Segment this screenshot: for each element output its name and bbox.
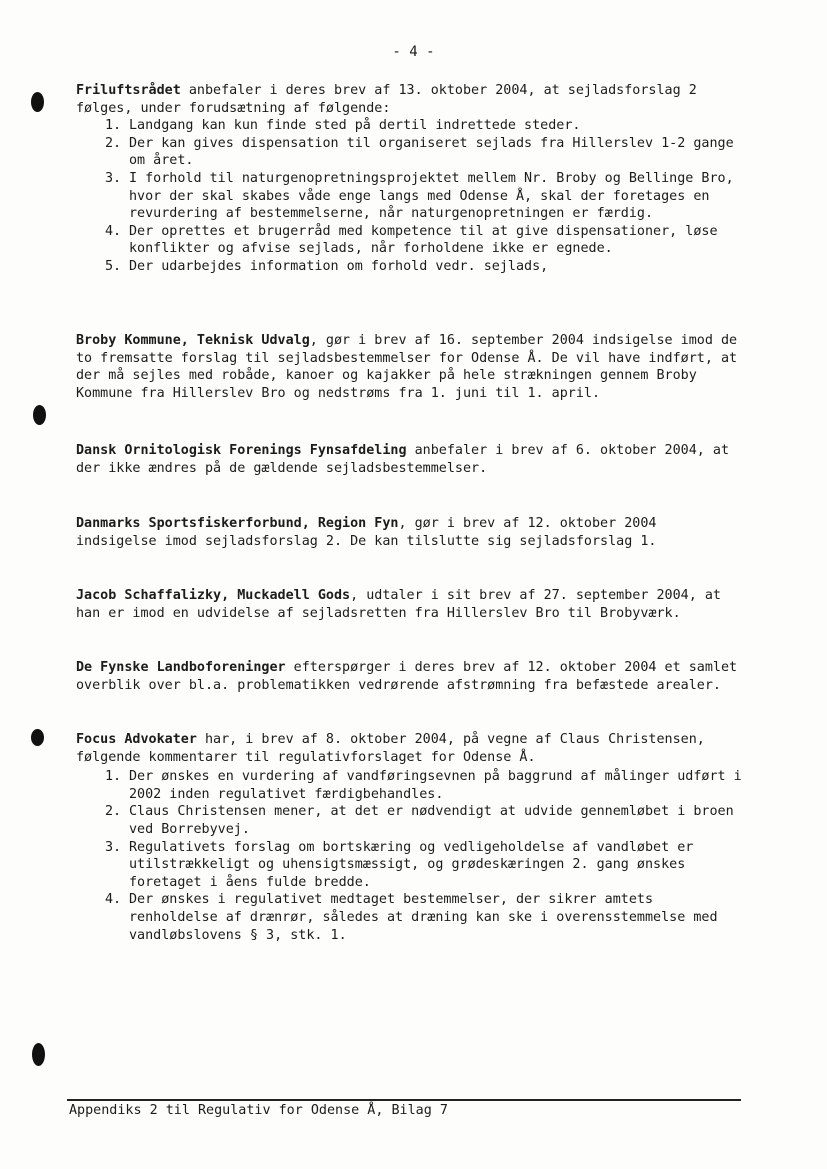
organisation-name: Focus Advokater bbox=[76, 732, 197, 747]
page-number: - 4 - bbox=[392, 44, 435, 60]
entry-friluftsraadet bbox=[76, 82, 744, 276]
entry-fynske-landboforeninger bbox=[76, 659, 744, 694]
entry-paragraph: Jacob Schaffalizky, Muckadell Gods, udtaler i sit brev af 27. september 2004, at han er imod en udvidelse af sejladsretten fra Hillerslev Bro til Brobyværk. bbox=[76, 588, 721, 621]
entry-paragraph: De Fynske Landboforeninger efterspørger i deres brev af 12. oktober 2004 et samlet overblik over bl.a. problematikken vedrørende afstrømning fra befæstede arealer. bbox=[76, 660, 738, 693]
binder-hole-icon bbox=[32, 1043, 45, 1066]
entry-paragraph: Focus Advokater har, i brev af 8. oktober 2004, på vegne af Claus Christensen, følgende kommentarer til regulativforslaget for Odense Å. bbox=[76, 732, 705, 765]
list-item: 1. Der ønskes en vurdering af vandføringsevnen på baggrund af målinger udført i 2002 inden regulativet færdigbehandles. bbox=[105, 769, 742, 802]
entry-broby-kommune bbox=[76, 332, 744, 402]
entry-jacob-schaffalizky bbox=[76, 587, 744, 622]
organisation-name: De Fynske Landboforeninger bbox=[76, 660, 286, 675]
entry-focus-advokater bbox=[76, 731, 744, 944]
list-item: 3. I forhold til naturgenopretningsprojektet mellem Nr. Broby og Bellinge Bro, hvor der skal skabes våde enge langs med Odense Å, skal der foretages en revurdering af bestemmelserne, når naturgenopretningen er færdig. bbox=[105, 170, 734, 222]
list-item: 4. Der oprettes et brugerråd med kompetence til at give dispensationer, løse konflikter og afvise sejlads, når forholdene ikke er egnede. bbox=[105, 223, 718, 257]
binder-hole-icon bbox=[33, 405, 46, 425]
list-item: 5. Der udarbejdes information om forhold vedr. sejlads, bbox=[105, 258, 549, 274]
organisation-name: Broby Kommune, Teknisk Udvalg bbox=[76, 333, 310, 348]
footer-divider bbox=[67, 1099, 741, 1101]
list-item: 2. Claus Christensen mener, at det er nødvendigt at udvide gennemløbet i broen ved Borrebyvej. bbox=[105, 804, 734, 837]
entry-paragraph: Broby Kommune, Teknisk Udvalg, gør i brev af 16. september 2004 indsigelse imod de to fremsatte forslag til sejladsbestemmelser for Odense Å. De vil have indført, at der må sejles med robåde, kanoer og kajakker på hele strækningen gennem Broby Kommune fra Hillerslev Bro og nedstrøms fra 1. juni til 1. april. bbox=[76, 333, 738, 401]
entry-paragraph: Friluftsrådet anbefaler i deres brev af 13. oktober 2004, at sejladsforslag 2 følges, under forudsætning af følgende: bbox=[76, 83, 697, 116]
organisation-name: Friluftsrådet bbox=[76, 83, 181, 98]
entry-danmarks-sportsfiskerforbund bbox=[76, 515, 744, 550]
entry-paragraph: Dansk Ornitologisk Forenings Fynsafdeling anbefaler i brev af 6. oktober 2004, at der ikke ændres på de gældende sejladsbestemmelser. bbox=[76, 443, 730, 476]
list-item: 4. Der ønskes i regulativet medtaget bestemmelser, der sikrer amtets renholdelse af drænrør, således at dræning kan ske i overensstemmelse med vandløbslovens § 3, stk. 1. bbox=[105, 892, 718, 943]
entry-paragraph: Danmarks Sportsfiskerforbund, Region Fyn, gør i brev af 12. oktober 2004 indsigelse imod sejladsforslag 2. De kan tilslutte sig sejladsforslag 1. bbox=[76, 516, 657, 549]
binder-hole-icon bbox=[31, 92, 44, 112]
entry-dansk-ornitologisk bbox=[76, 442, 744, 477]
organisation-name: Danmarks Sportsfiskerforbund, Region Fyn bbox=[76, 516, 399, 531]
list-item: 2. Der kan gives dispensation til organiseret sejlads fra Hillerslev 1-2 gange om året. bbox=[105, 135, 734, 169]
binder-hole-icon bbox=[31, 729, 44, 746]
organisation-name: Dansk Ornitologisk Forenings Fynsafdeling bbox=[76, 443, 407, 458]
numbered-list bbox=[76, 117, 744, 275]
footer-text: Appendiks 2 til Regulativ for Odense Å, Bilag 7 bbox=[69, 1103, 448, 1118]
list-item: 1. Landgang kan kun finde sted på dertil indrettede steder. bbox=[105, 118, 581, 134]
organisation-name: Jacob Schaffalizky, Muckadell Gods bbox=[76, 588, 351, 603]
list-item: 3. Regulativets forslag om bortskæring og vedligeholdelse af vandløbet er utilstrækkeligt og uhensigtsmæssigt, og grødeskæringen 2. gang ønskes foretaget i åens fulde bredde. bbox=[105, 839, 694, 890]
numbered-list bbox=[76, 768, 744, 944]
